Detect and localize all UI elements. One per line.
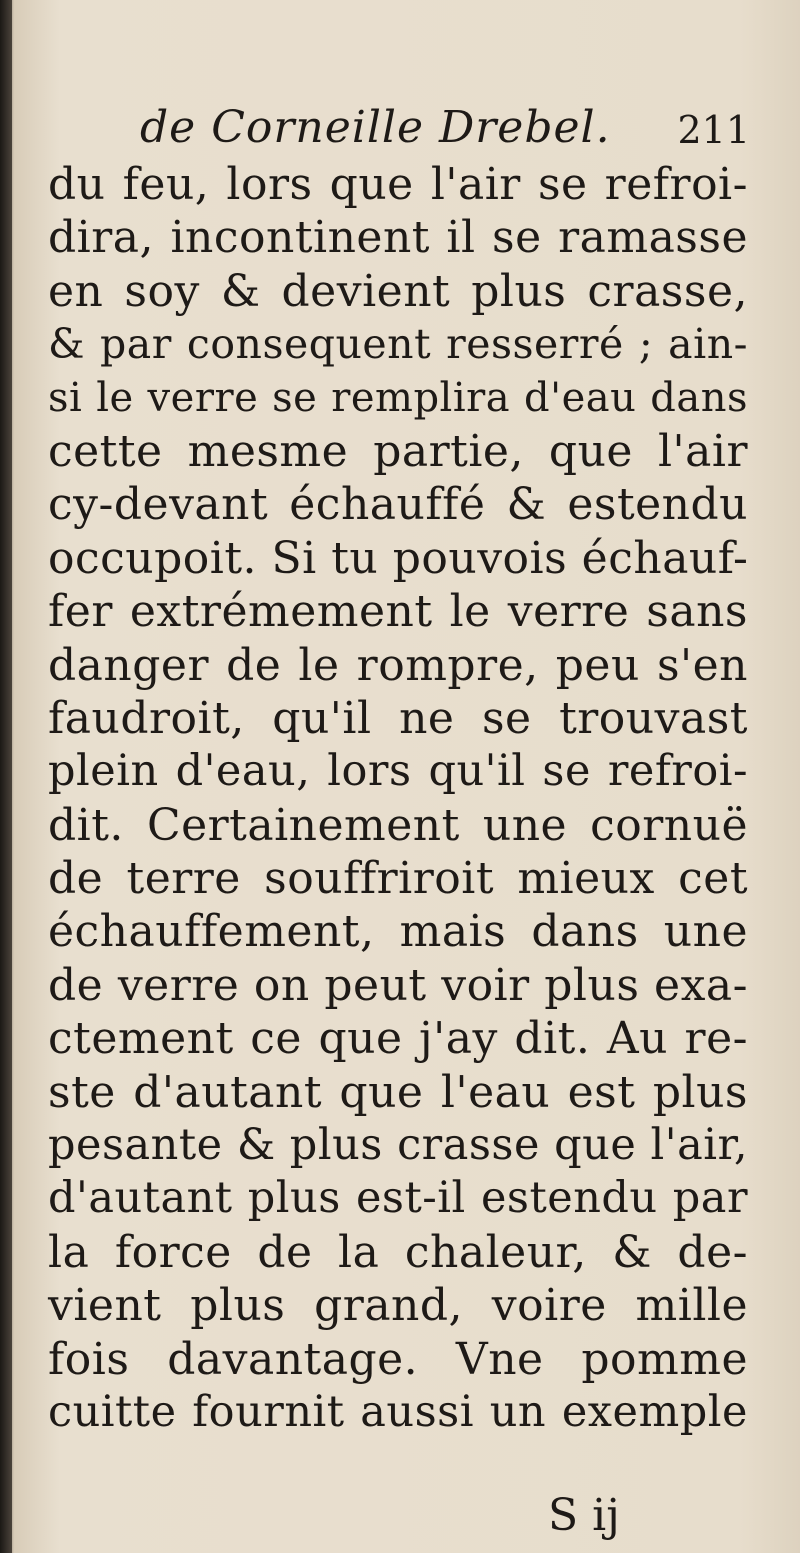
text-line: plein d'eau, lors qu'il se refroi- [48, 746, 748, 797]
text-line: cuitte fournit aussi un exemple [48, 1386, 748, 1437]
text-line: fer extrémement le verre sans [48, 586, 748, 638]
text-line: échauffement, mais dans une [48, 906, 748, 958]
text-line: cette mesme partie, que l'air [48, 425, 748, 477]
text-line: ctement ce que j'ay dit. Au re- [48, 1013, 748, 1065]
text-line: occupoit. Si tu pouvois échauf- [48, 532, 749, 584]
body-text [48, 158, 748, 1439]
text-line: en soy & devient plus crasse, [48, 265, 748, 317]
running-title: de Corneille Drebel. [140, 102, 611, 153]
text-line: dira, incontinent il se ramasse [48, 212, 748, 264]
text-line: & par consequent resserré ; ain- [48, 320, 748, 369]
text-line: la force de la chaleur, & de- [48, 1226, 748, 1278]
text-line: du feu, lors que l'air se refroi- [48, 159, 748, 210]
text-line: vient plus grand, voire mille [48, 1280, 748, 1332]
text-line: cy-devant échauffé & estendu [48, 479, 748, 531]
book-spine-edge [0, 0, 12, 1553]
text-line: si le verre se remplira d'eau dans [48, 374, 748, 421]
text-line: pesante & plus crasse que l'air, [48, 1120, 748, 1171]
text-line: danger de le rompre, peu s'en [48, 639, 748, 691]
text-line: d'autant plus est-il estendu par [48, 1173, 748, 1224]
signature-mark: S ij [548, 1490, 620, 1541]
text-line: de terre souffriroit mieux cet [48, 853, 748, 905]
page-number: 211 [677, 108, 750, 152]
text-line: de verre on peut voir plus exa- [48, 959, 748, 1011]
text-line: ste d'autant que l'eau est plus [48, 1066, 748, 1118]
page-header [140, 100, 750, 160]
text-line: dit. Certainement une cornuë [48, 799, 748, 851]
text-line: fois davantage. Vne pomme [48, 1333, 748, 1385]
text-line: faudroit, qu'il ne se trouvast [48, 692, 748, 744]
